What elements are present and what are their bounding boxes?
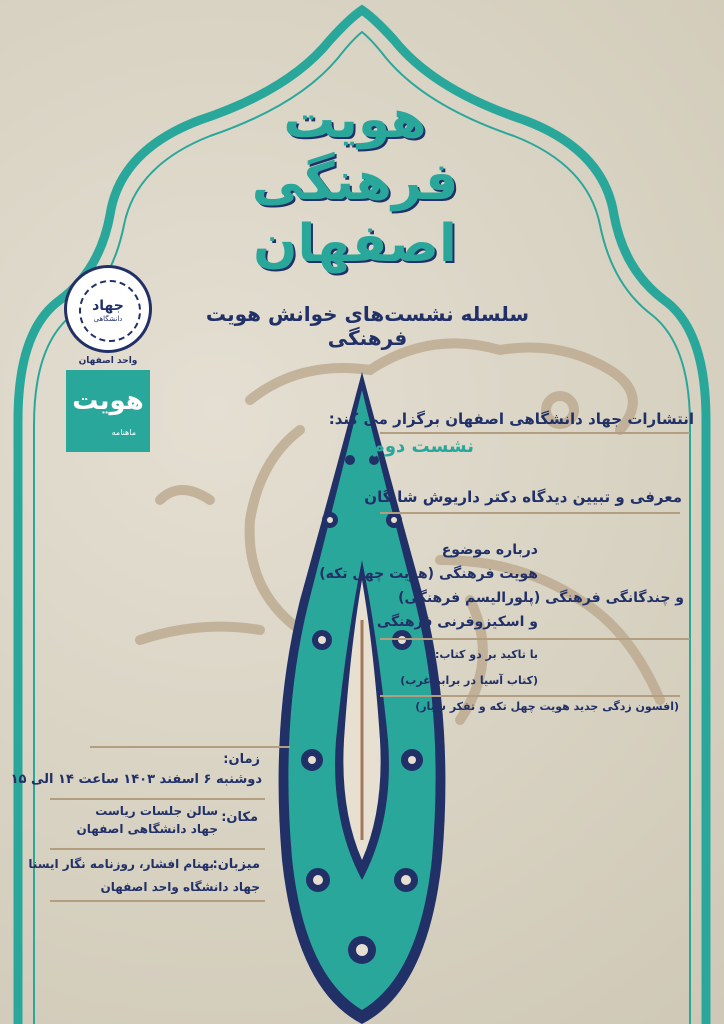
title-line-1: هویت xyxy=(283,90,427,150)
host-value-1: بهنام افشار، روزنامه نگار ایسنا xyxy=(28,857,214,871)
time-label: زمان: xyxy=(223,752,260,767)
logo-caption: واحد اصفهان xyxy=(78,356,138,366)
paisley-ornament xyxy=(279,372,446,1024)
badge-sub: ماهنامه xyxy=(111,428,136,437)
logo-sub: دانشگاهی xyxy=(93,315,123,323)
host-value-2: جهاد دانشگاه واحد اصفهان xyxy=(100,880,260,894)
about-label: درباره موضوع xyxy=(441,542,538,558)
divider xyxy=(380,512,680,514)
title-line-3: اصفهان xyxy=(253,214,457,274)
hoviyat-badge xyxy=(66,370,150,452)
topic-line: معرفی و تبیین دیدگاه دکتر داریوش شایگان xyxy=(364,488,682,506)
badge-text: هویت xyxy=(72,386,144,416)
divider xyxy=(50,848,265,850)
place-value-1: سالن جلسات ریاست xyxy=(95,804,218,818)
about-line-2: و چندگانگی فرهنگی (پلورالیسم فرهنگی) xyxy=(398,590,684,606)
divider xyxy=(50,798,265,800)
about-line-1: هویت فرهنگی (هویت چهل تکه) xyxy=(319,566,538,582)
title-line-2: فرهنگی xyxy=(251,152,459,212)
session-title: نشست دوم xyxy=(371,436,474,457)
time-value: دوشنبه ۶ اسفند ۱۴۰۳ ساعت ۱۴ الی ۱۵ xyxy=(10,772,262,787)
title-block xyxy=(225,90,485,280)
divider xyxy=(380,638,690,640)
divider xyxy=(90,746,290,748)
place-label: مکان: xyxy=(221,810,258,825)
jahad-logo xyxy=(64,265,152,353)
book-2: (افسون زدگی جدید هویت چهل تکه و تفکر سیار) xyxy=(415,700,679,713)
divider xyxy=(50,900,265,902)
book-1: (کتاب آسیا در برابر غرب) xyxy=(400,674,538,687)
divider xyxy=(380,432,690,434)
subtitle: سلسله نشست‌های خوانش هویت فرهنگی xyxy=(205,302,530,350)
organizer-line: انتشارات جهاد دانشگاهی اصفهان برگزار می کند: xyxy=(328,410,694,428)
divider xyxy=(380,695,680,697)
place-value-2: جهاد دانشگاهی اصفهان xyxy=(76,822,218,836)
emphasis-label: با تاکید بر دو کتاب: xyxy=(434,648,538,661)
host-label: میزبان: xyxy=(212,857,260,872)
logo-name: جهاد xyxy=(92,298,124,314)
about-line-3: و اسکیزوفرنی فرهنگی xyxy=(376,614,538,630)
